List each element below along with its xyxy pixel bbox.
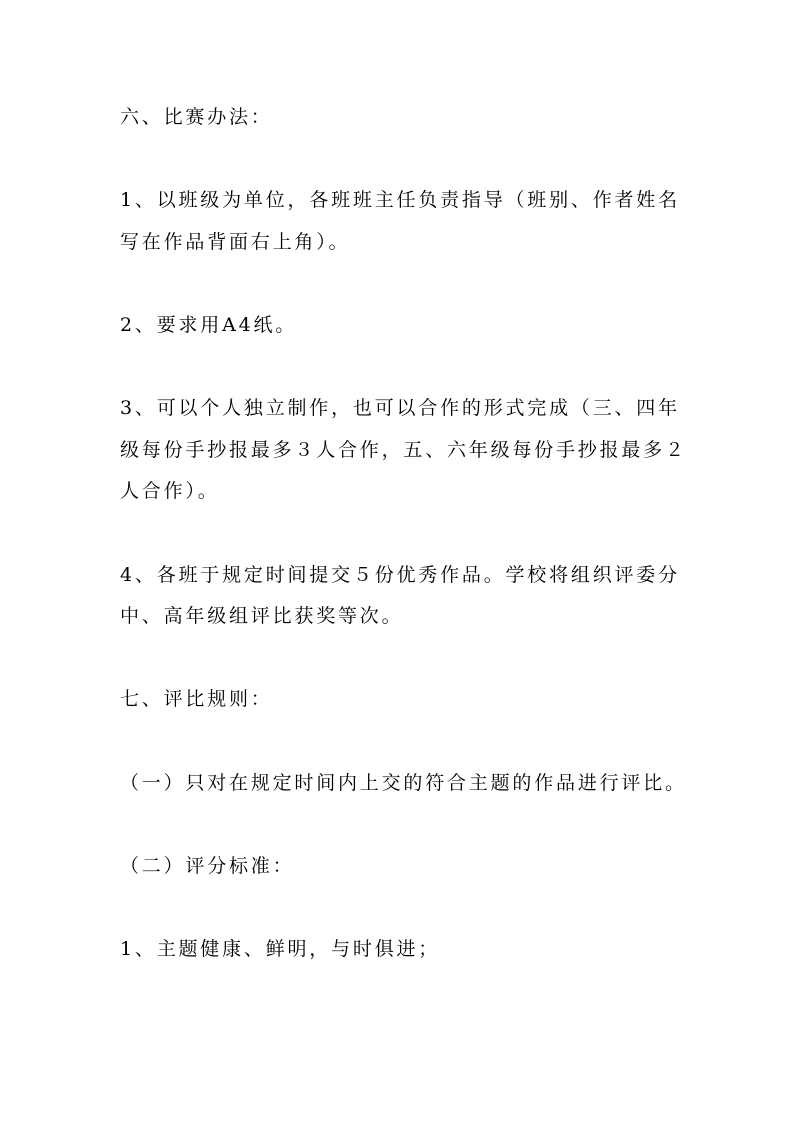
section-heading-competition-method — [120, 97, 794, 139]
text-line: （一）只对在规定时间内上交的符合主题的作品进行评比。 — [120, 771, 687, 794]
scoring-criterion-1 — [120, 929, 794, 971]
judging-item-2 — [120, 846, 794, 888]
text-line: 1、以班级为单位，各班班主任负责指导（班别、作者姓名 — [120, 189, 680, 212]
text-line: 中、高年级组评比获奖等次。 — [120, 605, 404, 628]
section-heading-text: 七、评比规则： — [120, 688, 273, 711]
rule-item-4 — [120, 555, 794, 638]
rule-item-1 — [120, 180, 794, 263]
section-heading-judging-rules — [120, 679, 794, 721]
rule-item-3 — [120, 388, 794, 513]
text-line: 人合作）。 — [120, 480, 220, 503]
text-line: （二）评分标准： — [120, 854, 295, 877]
section-heading-text: 六、比赛办法： — [120, 106, 273, 128]
judging-item-1 — [120, 763, 794, 805]
text-line: 2、要求用A4纸。 — [120, 313, 298, 336]
text-line: 写在作品背面右上角）。 — [120, 230, 351, 253]
text-line: 1、主题健康、鲜明，与时俱进； — [120, 937, 441, 960]
rule-item-2 — [120, 305, 794, 347]
text-line: 级每份手抄报最多３人合作，五、六年级每份手抄报最多２ — [120, 438, 687, 461]
text-line: 4、各班于规定时间提交５份优秀作品。学校将组织评委分 — [120, 563, 680, 586]
text-line: 3、可以个人独立制作，也可以合作的形式完成（三、四年 — [120, 397, 680, 420]
